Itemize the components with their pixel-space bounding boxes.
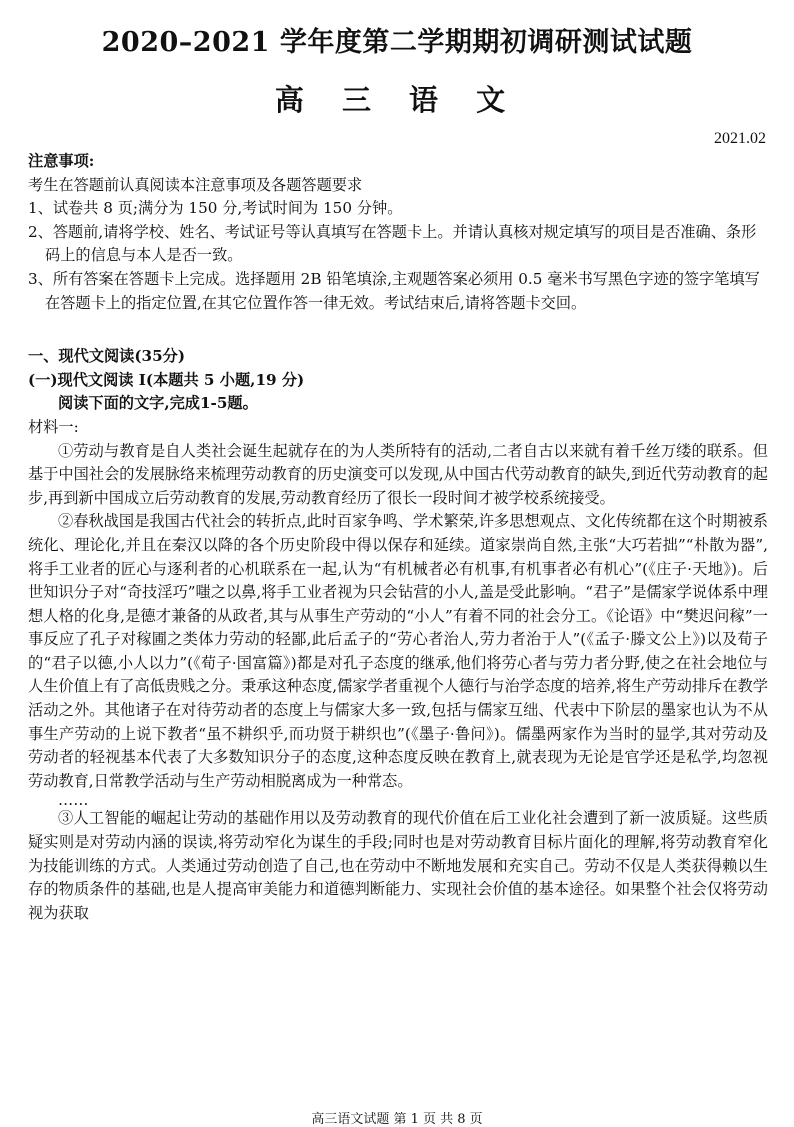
exam-title: 2020–2021 学年度第二学期期初调研测试试题 [101, 27, 693, 58]
reading-instruction: 阅读下面的文字,完成1-5题。 [58, 394, 258, 413]
section-heading: 一、现代文阅读(35分) [28, 347, 186, 366]
notice-item: 3、所有答案在答题卡上完成。选择题用 2B 铅笔填涂,主观题答案必须用 0.5 毫米书写黑色字迹的签字笔填写在答题卡上的指定位置,在其它位置作答一律无效。考试结束后,请将答题卡交回。 [28, 269, 760, 312]
exam-date: 2021.02 [714, 130, 766, 147]
passage-paragraph: ②春秋战国是我国古代社会的转折点,此时百家争鸣、学术繁荣,许多思想观点、文化传统都在这个时期被系统化、理论化,并且在秦汉以降的各个历史阶段中得以保存和延续。道家崇尚自然,主张“大巧若拙”“朴散为器”,将手工业者的匠心与逐利者的心机联系在一起,认为“有机械者必有机事,有机事者必有机心”(《庄子·天地》)。后世知识分子对“奇技淫巧”嗤之以鼻,将手工业者视为只会钻营的小人,盖是受此影响。“君子”是儒家学说体系中理想人格的化身,是德才兼备的从政者,其与从事生产劳动的“小人”有着不同的社会分工。《论语》中“樊迟问稼”一事反应了孔子对稼圃之类体力劳动的轻鄙,此后孟子的“劳心者治人,劳力者治于人”(《孟子·滕文公上》)以及荀子的“君子以德,小人以力”(《荀子·国富篇》)都是对孔子态度的继承,他们将劳心者与劳力者分野,使之在社会地位与人生价值上有了高低贵贱之分。秉承这种态度,儒家学者重视个人德行与治学态度的培养,将生产劳动排斥在教学活动之外。其他诸子在对待劳动者的态度上与儒家大多一致,包括与儒家互绌、代表中下阶层的墨家也认为不从事生产劳动的上说下教者“虽不耕织乎,而功贤于耕织也”(《墨子·鲁问》)。儒墨两家作为当时的显学,其对劳动及劳动者的轻视基本代表了大多数知识分子的态度,这种态度反映在教育上,就表现为无论是官学还是私学,均忽视劳动教育,日常教学活动与生产劳动相脱离成为一种常态。 [28, 512, 768, 790]
page-footer: 高三语文试题 第 1 页 共 8 页 [311, 1112, 483, 1127]
exam-body [28, 150, 768, 925]
notice-title: 注意事项: [28, 152, 95, 170]
exam-subject: 高 三 语 文 [274, 83, 520, 117]
spacer [28, 315, 768, 345]
passage-ellipsis: …… [58, 791, 89, 810]
passage-paragraph: ③人工智能的崛起让劳动的基础作用以及劳动教育的现代价值在后工业化社会遭到了新一波质疑。这些质疑实则是对劳动内涵的误读,将劳动窄化为谋生的手段;同时也是对劳动教育目标片面化的理解,将劳动教育窄化为技能训练的方式。人类通过劳动创造了自己,也在劳动中不断地发展和充实自己。劳动不仅是人类获得赖以生存的物质条件的基础,也是人提高审美能力和道德判断能力、实现社会价值的基本途径。如果整个社会仅将劳动视为获取 [28, 809, 768, 922]
notice-item: 1、试卷共 8 页;满分为 150 分,考试时间为 150 分钟。 [28, 199, 403, 218]
material-label: 材料一: [28, 417, 79, 436]
notice-item: 2、答题前,请将学校、姓名、考试证号等认真填写在答题卡上。并请认真核对规定填写的项目是否准确、条形码上的信息与本人是否一致。 [28, 222, 757, 265]
notice-intro: 考生在答题前认真阅读本注意事项及各题答题要求 [28, 175, 363, 194]
passage-paragraph: ①劳动与教育是自人类社会诞生起就存在的为人类所特有的活动,二者自古以来就有着千丝万缕的联系。但基于中国社会的发展脉络来梳理劳动教育的历史演变可以发现,从中国古代劳动教育的缺失,到近代劳动教育的起步,再到新中国成立后劳动教育的发展,劳动教育经历了很长一段时间才被学校系统接受。 [28, 441, 768, 507]
section-subheading: (一)现代文阅读 I(本题共 5 小题,19 分) [28, 370, 305, 389]
